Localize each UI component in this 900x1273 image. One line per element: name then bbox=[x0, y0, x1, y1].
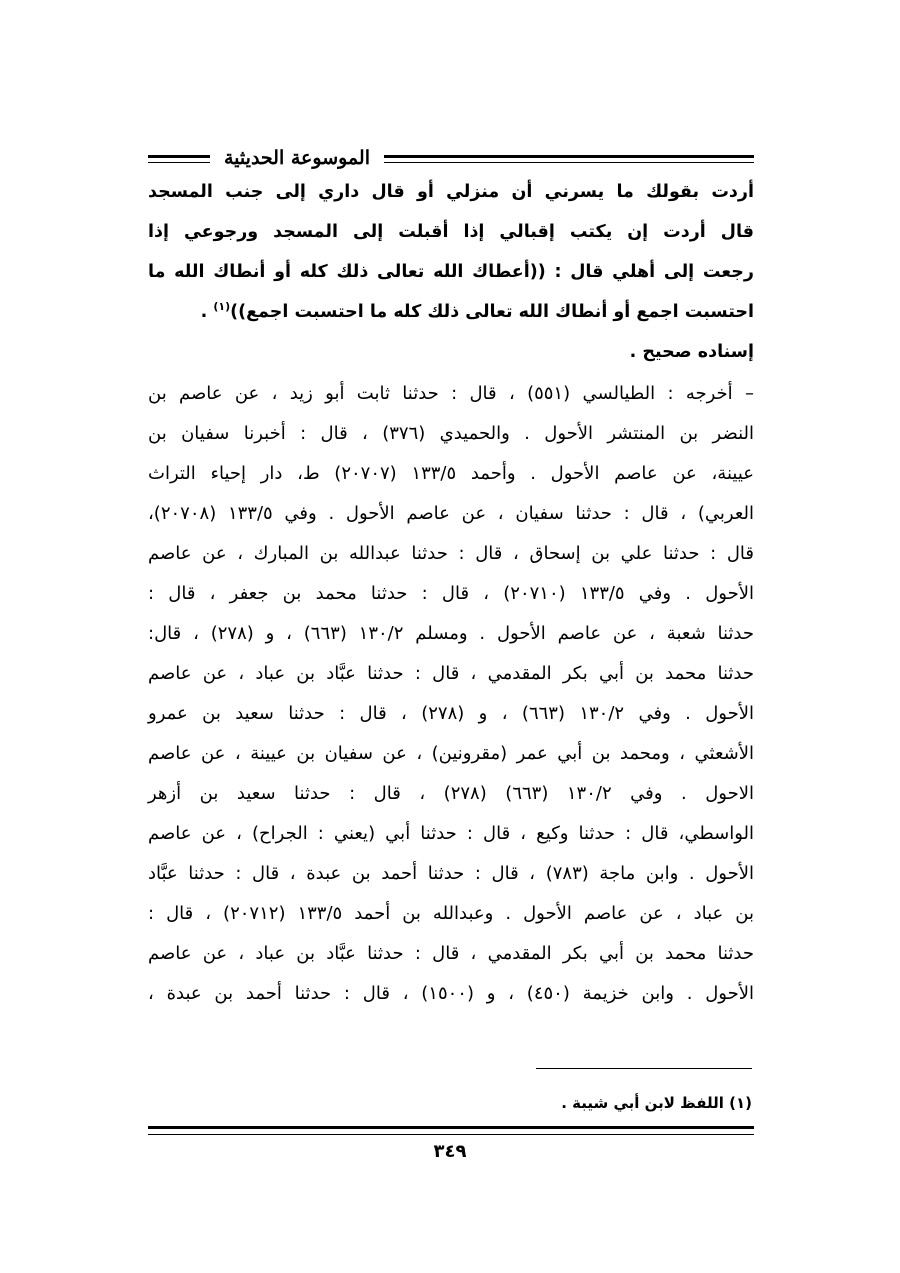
takhrij-line: حدثنا شعبة ، عن عاصم الأحول . ومسلم ١٣٠/٢ (٦٦٣) ، و (٢٧٨) ، قال: bbox=[148, 623, 754, 644]
takhrij-line: النضر بن المنتشر الأحول . والحميدي (٣٧٦) ، قال : أخبرنا سفيان بن bbox=[148, 423, 754, 444]
takhrij-line: العربي) ، قال : حدثنا سفيان ، عن عاصم الأحول . وفي ١٣٣/٥ (٢٠٧٠٨)، bbox=[148, 503, 754, 524]
takhrij-line: عيينة، عن عاصم الأحول . وأحمد ١٣٣/٥ (٢٠٧٠٧) ط، دار إحياء التراث bbox=[148, 463, 754, 484]
hadith-text bbox=[148, 172, 754, 372]
hadith-line-end: . bbox=[200, 302, 214, 322]
takhrij-line: الواسطي، قال : حدثنا وكيع ، قال : حدثنا أبي (يعني : الجراح) ، عن عاصم bbox=[148, 823, 754, 844]
footnote-separator bbox=[536, 1068, 752, 1069]
header-title: الموسوعة الحديثية bbox=[224, 147, 370, 169]
grading: إسناده صحيح . bbox=[629, 342, 754, 362]
takhrij-line: – أخرجه : الطيالسي (٥٥١) ، قال : حدثنا ثابت أبو زيد ، عن عاصم بن bbox=[148, 383, 754, 404]
takhrij-line: حدثنا محمد بن أبي بكر المقدمي ، قال : حدثنا عبَّاد بن عباد ، عن عاصم bbox=[148, 663, 754, 684]
takhrij-line: قال : حدثنا علي بن إسحاق ، قال : حدثنا عبدالله بن المبارك ، عن عاصم bbox=[148, 543, 754, 564]
takhrij-line: الأحول . وابن خزيمة (٤٥٠) ، و (١٥٠٠) ، قال : حدثنا أحمد بن عبدة ، bbox=[148, 983, 754, 1004]
takhrij-line: بن عباد ، عن عاصم الأحول . وعبدالله بن أحمد ١٣٣/٥ (٢٠٧١٢) ، قال : bbox=[148, 903, 754, 924]
hadith-line-text: احتسبت اجمع أو أنطاك الله تعالى ذلك كله ما احتسبت اجمع)) bbox=[230, 302, 754, 322]
takhrij-line: الأحول . وفي ١٣٣/٥ (٢٠٧١٠) ، قال : حدثنا محمد بن جعفر ، قال : bbox=[148, 583, 754, 604]
running-header bbox=[148, 143, 754, 173]
takhrij-line: الأشعثي ، ومحمد بن أبي عمر (مقرونين) ، عن سفيان بن عيينة ، عن عاصم bbox=[148, 743, 754, 764]
page-number: ٣٤٩ bbox=[433, 1141, 467, 1162]
footnote: (١) اللفظ لابن أبي شيبة . bbox=[561, 1094, 752, 1112]
takhrij-line: الأحول . وفي ١٣٠/٢ (٦٦٣) ، و (٢٧٨) ، قال : حدثنا سعيد بن عمرو bbox=[148, 703, 754, 724]
header-rule-right bbox=[384, 155, 754, 163]
hadith-line-last bbox=[148, 292, 754, 332]
takhrij-text bbox=[148, 374, 754, 1014]
takhrij-line: حدثنا محمد بن أبي بكر المقدمي ، قال : حدثنا عبَّاد بن عباد ، عن عاصم bbox=[148, 943, 754, 964]
hadith-line: أردت بقولك ما يسرني أن منزلي أو قال داري إلى جنب المسجد bbox=[148, 182, 754, 202]
hadith-line: قال أردت إن يكتب إقبالي إذا أقبلت إلى المسجد ورجوعي إذا bbox=[148, 222, 754, 242]
hadith-line: رجعت إلى أهلي قال : ((أعطاك الله تعالى ذلك كله أو أنطاك الله ما bbox=[148, 262, 754, 282]
footer-rule bbox=[148, 1126, 754, 1135]
takhrij-line: الاحول . وفي ١٣٠/٢ (٦٦٣) (٢٧٨) ، قال : حدثنا سعيد بن أزهر bbox=[148, 783, 754, 804]
header-rule-left bbox=[148, 155, 210, 163]
footnote-ref: (١) bbox=[213, 300, 231, 314]
takhrij-line: الأحول . وابن ماجة (٧٨٣) ، قال : حدثنا أحمد بن عبدة ، قال : حدثنا عبَّاد bbox=[148, 863, 754, 884]
